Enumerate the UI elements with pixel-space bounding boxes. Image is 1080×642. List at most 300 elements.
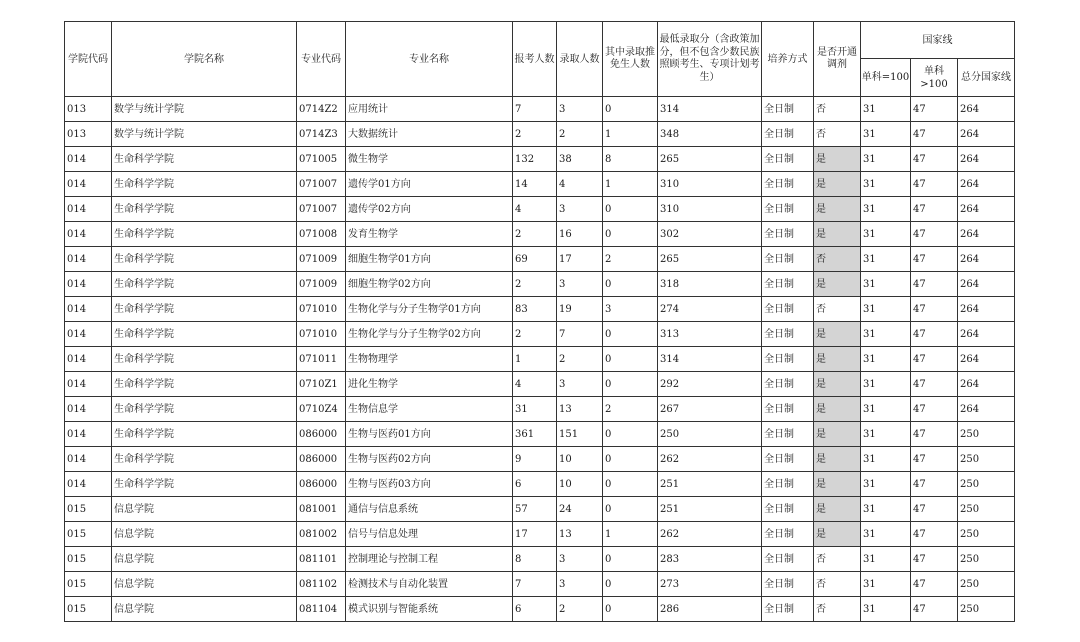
cell-major-name: 细胞生物学02方向: [346, 272, 513, 297]
cell-college-name: 信息学院: [112, 572, 297, 597]
cell-single-100: 31: [861, 197, 911, 222]
cell-applicants: 2: [513, 322, 557, 347]
cell-min-score: 310: [658, 197, 762, 222]
cell-applicants: 7: [513, 97, 557, 122]
cell-total-line: 264: [958, 122, 1015, 147]
cell-admitted: 16: [557, 222, 603, 247]
cell-major-name: 通信与信息系统: [346, 497, 513, 522]
cell-single-100: 31: [861, 597, 911, 622]
cell-exempt: 1: [603, 522, 658, 547]
cell-min-score: 314: [658, 347, 762, 372]
table-row: [65, 147, 1015, 172]
cell-major-name: 生物物理学: [346, 347, 513, 372]
cell-single-100: 31: [861, 522, 911, 547]
cell-major-code: 0710Z4: [297, 397, 346, 422]
cell-adjustable: 是: [814, 222, 861, 247]
cell-total-line: 264: [958, 272, 1015, 297]
cell-study-mode: 全日制: [762, 122, 814, 147]
cell-major-code: 0710Z1: [297, 372, 346, 397]
cell-single-100: 31: [861, 247, 911, 272]
cell-study-mode: 全日制: [762, 97, 814, 122]
cell-single-gt100: 47: [911, 522, 958, 547]
cell-total-line: 250: [958, 497, 1015, 522]
cell-single-gt100: 47: [911, 447, 958, 472]
cell-single-100: 31: [861, 297, 911, 322]
cell-exempt: 1: [603, 172, 658, 197]
table-row: [65, 122, 1015, 147]
cell-college-name: 数学与统计学院: [112, 97, 297, 122]
cell-single-gt100: 47: [911, 597, 958, 622]
table-row: [65, 322, 1015, 347]
cell-single-gt100: 47: [911, 347, 958, 372]
table-row: [65, 272, 1015, 297]
cell-adjustable: 是: [814, 272, 861, 297]
cell-college-code: 015: [65, 497, 112, 522]
cell-applicants: 4: [513, 197, 557, 222]
cell-major-code: 086000: [297, 472, 346, 497]
cell-exempt: 0: [603, 472, 658, 497]
cell-major-code: 071007: [297, 197, 346, 222]
cell-major-name: 生物信息学: [346, 397, 513, 422]
col-national-line: 国家线: [861, 22, 1015, 59]
cell-major-code: 081102: [297, 572, 346, 597]
cell-total-line: 264: [958, 147, 1015, 172]
cell-college-name: 生命科学学院: [112, 372, 297, 397]
col-college-name: 学院名称: [112, 22, 297, 97]
cell-college-code: 015: [65, 572, 112, 597]
cell-college-name: 生命科学学院: [112, 272, 297, 297]
cell-single-gt100: 47: [911, 222, 958, 247]
cell-study-mode: 全日制: [762, 572, 814, 597]
cell-exempt: 0: [603, 272, 658, 297]
cell-exempt: 0: [603, 222, 658, 247]
cell-admitted: 24: [557, 497, 603, 522]
cell-total-line: 250: [958, 572, 1015, 597]
col-study-mode: 培养方式: [762, 22, 814, 97]
cell-college-name: 生命科学学院: [112, 397, 297, 422]
cell-college-name: 生命科学学院: [112, 297, 297, 322]
cell-college-code: 014: [65, 222, 112, 247]
table-header: [65, 22, 1015, 97]
table-row: [65, 372, 1015, 397]
cell-college-name: 生命科学学院: [112, 422, 297, 447]
cell-major-code: 071008: [297, 222, 346, 247]
table-row: [65, 497, 1015, 522]
cell-admitted: 3: [557, 372, 603, 397]
table-row: [65, 472, 1015, 497]
cell-adjustable: 是: [814, 347, 861, 372]
cell-applicants: 7: [513, 572, 557, 597]
cell-study-mode: 全日制: [762, 222, 814, 247]
cell-adjustable: 否: [814, 247, 861, 272]
col-single-gt100: 单科>100: [911, 59, 958, 97]
cell-single-gt100: 47: [911, 272, 958, 297]
cell-adjustable: 否: [814, 597, 861, 622]
cell-single-100: 31: [861, 547, 911, 572]
cell-admitted: 3: [557, 197, 603, 222]
table-row: [65, 172, 1015, 197]
cell-total-line: 264: [958, 172, 1015, 197]
cell-applicants: 83: [513, 297, 557, 322]
cell-major-code: 071010: [297, 297, 346, 322]
cell-applicants: 31: [513, 397, 557, 422]
cell-college-code: 014: [65, 172, 112, 197]
cell-min-score: 348: [658, 122, 762, 147]
cell-total-line: 250: [958, 447, 1015, 472]
cell-college-name: 信息学院: [112, 597, 297, 622]
cell-college-code: 014: [65, 422, 112, 447]
cell-exempt: 0: [603, 572, 658, 597]
cell-adjustable: 否: [814, 97, 861, 122]
cell-adjustable: 是: [814, 147, 861, 172]
cell-study-mode: 全日制: [762, 322, 814, 347]
cell-min-score: 313: [658, 322, 762, 347]
cell-college-name: 生命科学学院: [112, 347, 297, 372]
cell-adjustable: 是: [814, 372, 861, 397]
cell-single-gt100: 47: [911, 247, 958, 272]
cell-major-code: 071011: [297, 347, 346, 372]
cell-study-mode: 全日制: [762, 522, 814, 547]
cell-college-code: 014: [65, 322, 112, 347]
cell-total-line: 250: [958, 422, 1015, 447]
cell-applicants: 1: [513, 347, 557, 372]
cell-adjustable: 是: [814, 197, 861, 222]
cell-study-mode: 全日制: [762, 422, 814, 447]
table-row: [65, 522, 1015, 547]
cell-admitted: 2: [557, 122, 603, 147]
cell-single-gt100: 47: [911, 472, 958, 497]
cell-major-name: 发育生物学: [346, 222, 513, 247]
cell-adjustable: 是: [814, 447, 861, 472]
cell-total-line: 264: [958, 397, 1015, 422]
cell-min-score: 262: [658, 447, 762, 472]
cell-single-gt100: 47: [911, 172, 958, 197]
cell-college-code: 014: [65, 472, 112, 497]
cell-study-mode: 全日制: [762, 247, 814, 272]
cell-college-code: 014: [65, 297, 112, 322]
cell-total-line: 250: [958, 472, 1015, 497]
cell-single-gt100: 47: [911, 122, 958, 147]
cell-exempt: 0: [603, 347, 658, 372]
cell-single-gt100: 47: [911, 422, 958, 447]
cell-adjustable: 否: [814, 122, 861, 147]
cell-single-100: 31: [861, 397, 911, 422]
cell-college-code: 014: [65, 147, 112, 172]
cell-min-score: 310: [658, 172, 762, 197]
cell-admitted: 38: [557, 147, 603, 172]
cell-applicants: 14: [513, 172, 557, 197]
cell-college-code: 015: [65, 547, 112, 572]
cell-major-name: 遗传学02方向: [346, 197, 513, 222]
cell-study-mode: 全日制: [762, 472, 814, 497]
cell-exempt: 0: [603, 372, 658, 397]
cell-major-name: 生物与医药03方向: [346, 472, 513, 497]
cell-major-code: 071009: [297, 247, 346, 272]
cell-major-code: 081001: [297, 497, 346, 522]
cell-applicants: 57: [513, 497, 557, 522]
cell-single-100: 31: [861, 222, 911, 247]
cell-study-mode: 全日制: [762, 147, 814, 172]
table-row: [65, 247, 1015, 272]
cell-min-score: 283: [658, 547, 762, 572]
table-row: [65, 422, 1015, 447]
cell-college-name: 生命科学学院: [112, 172, 297, 197]
cell-major-name: 检测技术与自动化装置: [346, 572, 513, 597]
cell-single-gt100: 47: [911, 322, 958, 347]
cell-exempt: 0: [603, 447, 658, 472]
cell-college-name: 生命科学学院: [112, 472, 297, 497]
cell-admitted: 7: [557, 322, 603, 347]
cell-adjustable: 是: [814, 522, 861, 547]
cell-exempt: 0: [603, 497, 658, 522]
cell-adjustable: 是: [814, 472, 861, 497]
table-row: [65, 197, 1015, 222]
cell-min-score: 314: [658, 97, 762, 122]
cell-applicants: 361: [513, 422, 557, 447]
cell-major-code: 071010: [297, 322, 346, 347]
cell-major-name: 细胞生物学01方向: [346, 247, 513, 272]
cell-total-line: 264: [958, 322, 1015, 347]
cell-college-name: 信息学院: [112, 497, 297, 522]
table-row: [65, 447, 1015, 472]
cell-college-code: 014: [65, 347, 112, 372]
cell-min-score: 292: [658, 372, 762, 397]
table-row: [65, 297, 1015, 322]
cell-applicants: 8: [513, 547, 557, 572]
cell-single-gt100: 47: [911, 197, 958, 222]
table-row: [65, 97, 1015, 122]
cell-single-100: 31: [861, 272, 911, 297]
cell-applicants: 6: [513, 597, 557, 622]
cell-total-line: 264: [958, 372, 1015, 397]
cell-exempt: 2: [603, 397, 658, 422]
cell-min-score: 262: [658, 522, 762, 547]
cell-min-score: 265: [658, 147, 762, 172]
cell-admitted: 10: [557, 447, 603, 472]
cell-adjustable: 是: [814, 397, 861, 422]
cell-admitted: 4: [557, 172, 603, 197]
cell-applicants: 17: [513, 522, 557, 547]
cell-exempt: 2: [603, 247, 658, 272]
cell-study-mode: 全日制: [762, 372, 814, 397]
cell-applicants: 2: [513, 272, 557, 297]
cell-adjustable: 否: [814, 572, 861, 597]
cell-major-name: 大数据统计: [346, 122, 513, 147]
cell-applicants: 6: [513, 472, 557, 497]
cell-college-code: 014: [65, 397, 112, 422]
col-major-name: 专业名称: [346, 22, 513, 97]
cell-single-gt100: 47: [911, 97, 958, 122]
cell-college-code: 014: [65, 197, 112, 222]
cell-college-name: 生命科学学院: [112, 147, 297, 172]
cell-major-name: 微生物学: [346, 147, 513, 172]
cell-college-name: 生命科学学院: [112, 197, 297, 222]
cell-admitted: 13: [557, 397, 603, 422]
col-single-100: 单科=100: [861, 59, 911, 97]
cell-admitted: 2: [557, 347, 603, 372]
cell-college-code: 013: [65, 97, 112, 122]
cell-single-gt100: 47: [911, 297, 958, 322]
cell-single-100: 31: [861, 97, 911, 122]
cell-exempt: 0: [603, 97, 658, 122]
cell-study-mode: 全日制: [762, 172, 814, 197]
cell-study-mode: 全日制: [762, 347, 814, 372]
cell-applicants: 132: [513, 147, 557, 172]
cell-single-gt100: 47: [911, 547, 958, 572]
col-college-code: 学院代码: [65, 22, 112, 97]
cell-major-code: 081104: [297, 597, 346, 622]
cell-college-name: 信息学院: [112, 547, 297, 572]
cell-single-100: 31: [861, 347, 911, 372]
cell-college-name: 数学与统计学院: [112, 122, 297, 147]
cell-single-gt100: 47: [911, 397, 958, 422]
table-row: [65, 547, 1015, 572]
cell-major-code: 071009: [297, 272, 346, 297]
col-applicants: 报考人数: [513, 22, 557, 97]
cell-adjustable: 是: [814, 322, 861, 347]
cell-min-score: 265: [658, 247, 762, 272]
cell-adjustable: 否: [814, 297, 861, 322]
cell-single-100: 31: [861, 497, 911, 522]
cell-exempt: 0: [603, 422, 658, 447]
cell-single-100: 31: [861, 147, 911, 172]
cell-major-code: 071007: [297, 172, 346, 197]
cell-college-name: 生命科学学院: [112, 447, 297, 472]
cell-min-score: 251: [658, 472, 762, 497]
col-adjustable: 是否开通调剂: [814, 22, 861, 97]
cell-applicants: 2: [513, 222, 557, 247]
col-major-code: 专业代码: [297, 22, 346, 97]
table-row: [65, 222, 1015, 247]
table-body: [65, 97, 1015, 622]
cell-exempt: 0: [603, 322, 658, 347]
cell-total-line: 250: [958, 597, 1015, 622]
cell-study-mode: 全日制: [762, 597, 814, 622]
cell-major-code: 086000: [297, 422, 346, 447]
cell-single-gt100: 47: [911, 572, 958, 597]
cell-college-name: 生命科学学院: [112, 222, 297, 247]
cell-college-code: 014: [65, 247, 112, 272]
cell-applicants: 9: [513, 447, 557, 472]
cell-exempt: 0: [603, 597, 658, 622]
cell-major-code: 071005: [297, 147, 346, 172]
cell-total-line: 250: [958, 522, 1015, 547]
cell-total-line: 264: [958, 297, 1015, 322]
cell-exempt: 8: [603, 147, 658, 172]
cell-major-name: 遗传学01方向: [346, 172, 513, 197]
cell-single-100: 31: [861, 322, 911, 347]
cell-college-code: 014: [65, 447, 112, 472]
cell-total-line: 264: [958, 247, 1015, 272]
cell-college-code: 015: [65, 597, 112, 622]
cell-admitted: 3: [557, 97, 603, 122]
cell-college-code: 014: [65, 272, 112, 297]
cell-single-100: 31: [861, 422, 911, 447]
cell-single-100: 31: [861, 572, 911, 597]
cell-adjustable: 是: [814, 422, 861, 447]
table-row: [65, 597, 1015, 622]
cell-min-score: 274: [658, 297, 762, 322]
cell-major-code: 0714Z2: [297, 97, 346, 122]
table-row: [65, 397, 1015, 422]
cell-min-score: 267: [658, 397, 762, 422]
cell-total-line: 250: [958, 547, 1015, 572]
cell-min-score: 286: [658, 597, 762, 622]
cell-study-mode: 全日制: [762, 272, 814, 297]
cell-exempt: 3: [603, 297, 658, 322]
cell-applicants: 4: [513, 372, 557, 397]
col-exempt: 其中录取推免生人数: [603, 22, 658, 97]
cell-major-name: 生物与医药01方向: [346, 422, 513, 447]
cell-total-line: 264: [958, 222, 1015, 247]
cell-college-name: 信息学院: [112, 522, 297, 547]
table-row: [65, 572, 1015, 597]
cell-single-gt100: 47: [911, 372, 958, 397]
cell-total-line: 264: [958, 97, 1015, 122]
cell-study-mode: 全日制: [762, 547, 814, 572]
cell-study-mode: 全日制: [762, 397, 814, 422]
cell-college-code: 014: [65, 372, 112, 397]
cell-min-score: 251: [658, 497, 762, 522]
cell-single-gt100: 47: [911, 147, 958, 172]
cell-min-score: 273: [658, 572, 762, 597]
cell-major-name: 信号与信息处理: [346, 522, 513, 547]
cell-major-code: 081002: [297, 522, 346, 547]
cell-major-name: 控制理论与控制工程: [346, 547, 513, 572]
cell-min-score: 250: [658, 422, 762, 447]
cell-college-code: 013: [65, 122, 112, 147]
col-admitted: 录取人数: [557, 22, 603, 97]
cell-admitted: 19: [557, 297, 603, 322]
cell-exempt: 0: [603, 547, 658, 572]
cell-admitted: 10: [557, 472, 603, 497]
cell-admitted: 3: [557, 272, 603, 297]
cell-single-100: 31: [861, 472, 911, 497]
cell-major-name: 生物化学与分子生物学02方向: [346, 322, 513, 347]
table-row: [65, 347, 1015, 372]
cell-adjustable: 是: [814, 497, 861, 522]
cell-applicants: 2: [513, 122, 557, 147]
cell-college-code: 015: [65, 522, 112, 547]
admissions-table: [64, 21, 1015, 622]
cell-admitted: 151: [557, 422, 603, 447]
cell-exempt: 0: [603, 197, 658, 222]
col-min-score: 最低录取分（含政策加分，但不包含少数民族照顾考生、专项计划考生）: [658, 22, 762, 97]
cell-admitted: 17: [557, 247, 603, 272]
cell-adjustable: 否: [814, 547, 861, 572]
cell-major-name: 模式识别与智能系统: [346, 597, 513, 622]
cell-major-code: 081101: [297, 547, 346, 572]
cell-major-name: 进化生物学: [346, 372, 513, 397]
cell-admitted: 2: [557, 597, 603, 622]
cell-study-mode: 全日制: [762, 447, 814, 472]
cell-single-100: 31: [861, 372, 911, 397]
cell-college-name: 生命科学学院: [112, 322, 297, 347]
cell-adjustable: 是: [814, 172, 861, 197]
cell-admitted: 3: [557, 572, 603, 597]
cell-min-score: 302: [658, 222, 762, 247]
cell-admitted: 3: [557, 547, 603, 572]
cell-single-100: 31: [861, 172, 911, 197]
cell-major-code: 086000: [297, 447, 346, 472]
cell-total-line: 264: [958, 347, 1015, 372]
cell-major-name: 应用统计: [346, 97, 513, 122]
cell-exempt: 1: [603, 122, 658, 147]
cell-total-line: 264: [958, 197, 1015, 222]
cell-admitted: 13: [557, 522, 603, 547]
col-total-line: 总分国家线: [958, 59, 1015, 97]
cell-study-mode: 全日制: [762, 197, 814, 222]
